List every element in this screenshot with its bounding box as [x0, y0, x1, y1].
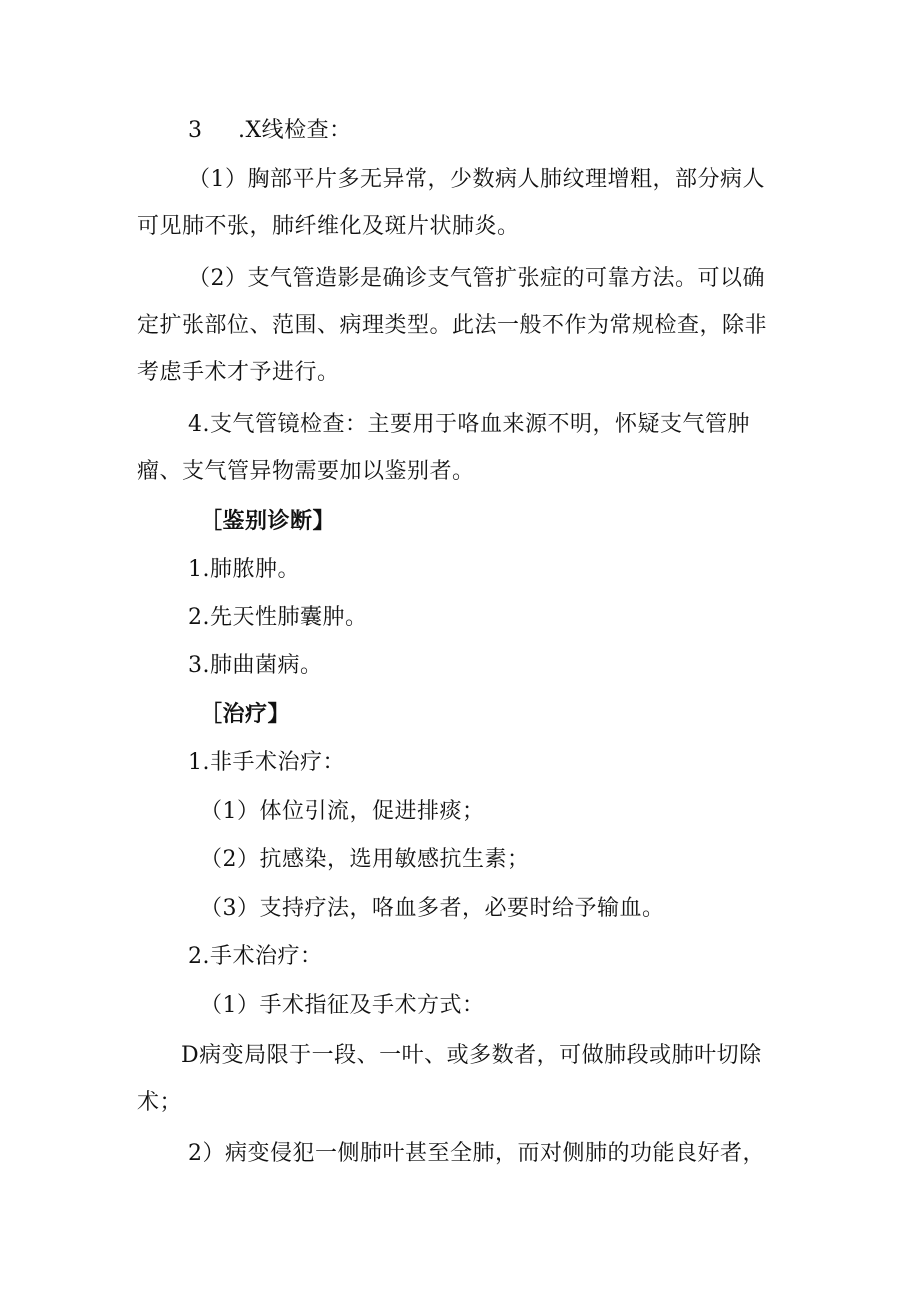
- list-item: 2.先天性肺囊肿。: [188, 605, 368, 630]
- paragraph-line: 定扩张部位、范围、病理类型。此法一般不作为常规检查，除非: [137, 313, 768, 338]
- list-item: （3）支持疗法，咯血多者，必要时给予输血。: [200, 896, 665, 921]
- list-item: 3.肺曲菌病。: [188, 653, 323, 678]
- section-title-text: .X线检查：: [238, 118, 352, 143]
- paragraph-line: 2）病变侵犯一侧肺叶甚至全肺，而对侧肺的功能良好者，: [188, 1141, 765, 1166]
- section-title-xray: [188, 116, 352, 146]
- section-heading-differential: ［鉴别诊断】: [200, 509, 336, 534]
- section-number: 3: [188, 118, 203, 143]
- paragraph-line: 考虑手术才予进行。: [137, 360, 340, 385]
- list-item: 2.手术治疗：: [188, 944, 323, 969]
- list-item: 1.肺脓肿。: [188, 557, 300, 582]
- list-item: （2）抗感染，选用敏感抗生素；: [200, 847, 530, 872]
- paragraph-line: 瘤、支气管异物需要加以鉴别者。: [137, 459, 475, 484]
- list-item: 1.非手术治疗：: [188, 750, 345, 775]
- paragraph-line: （1）胸部平片多无异常，少数病人肺纹理增粗，部分病人: [188, 167, 765, 192]
- paragraph-line: 可见肺不张，肺纤维化及斑片状肺炎。: [137, 214, 520, 239]
- section-heading-treatment: ［治疗】: [200, 702, 291, 727]
- paragraph-line: D病变局限于一段、一叶、或多数者，可做肺段或肺叶切除: [181, 1043, 762, 1068]
- paragraph-line: 4.支气管镜检查：主要用于咯血来源不明，怀疑支气管肿: [188, 412, 750, 437]
- list-item: （1）手术指征及手术方式：: [200, 993, 485, 1018]
- paragraph-line: 术；: [137, 1090, 183, 1115]
- list-item: （1）体位引流，促进排痰；: [200, 799, 485, 824]
- paragraph-line: （2）支气管造影是确诊支气管扩张症的可靠方法。可以确: [188, 266, 765, 291]
